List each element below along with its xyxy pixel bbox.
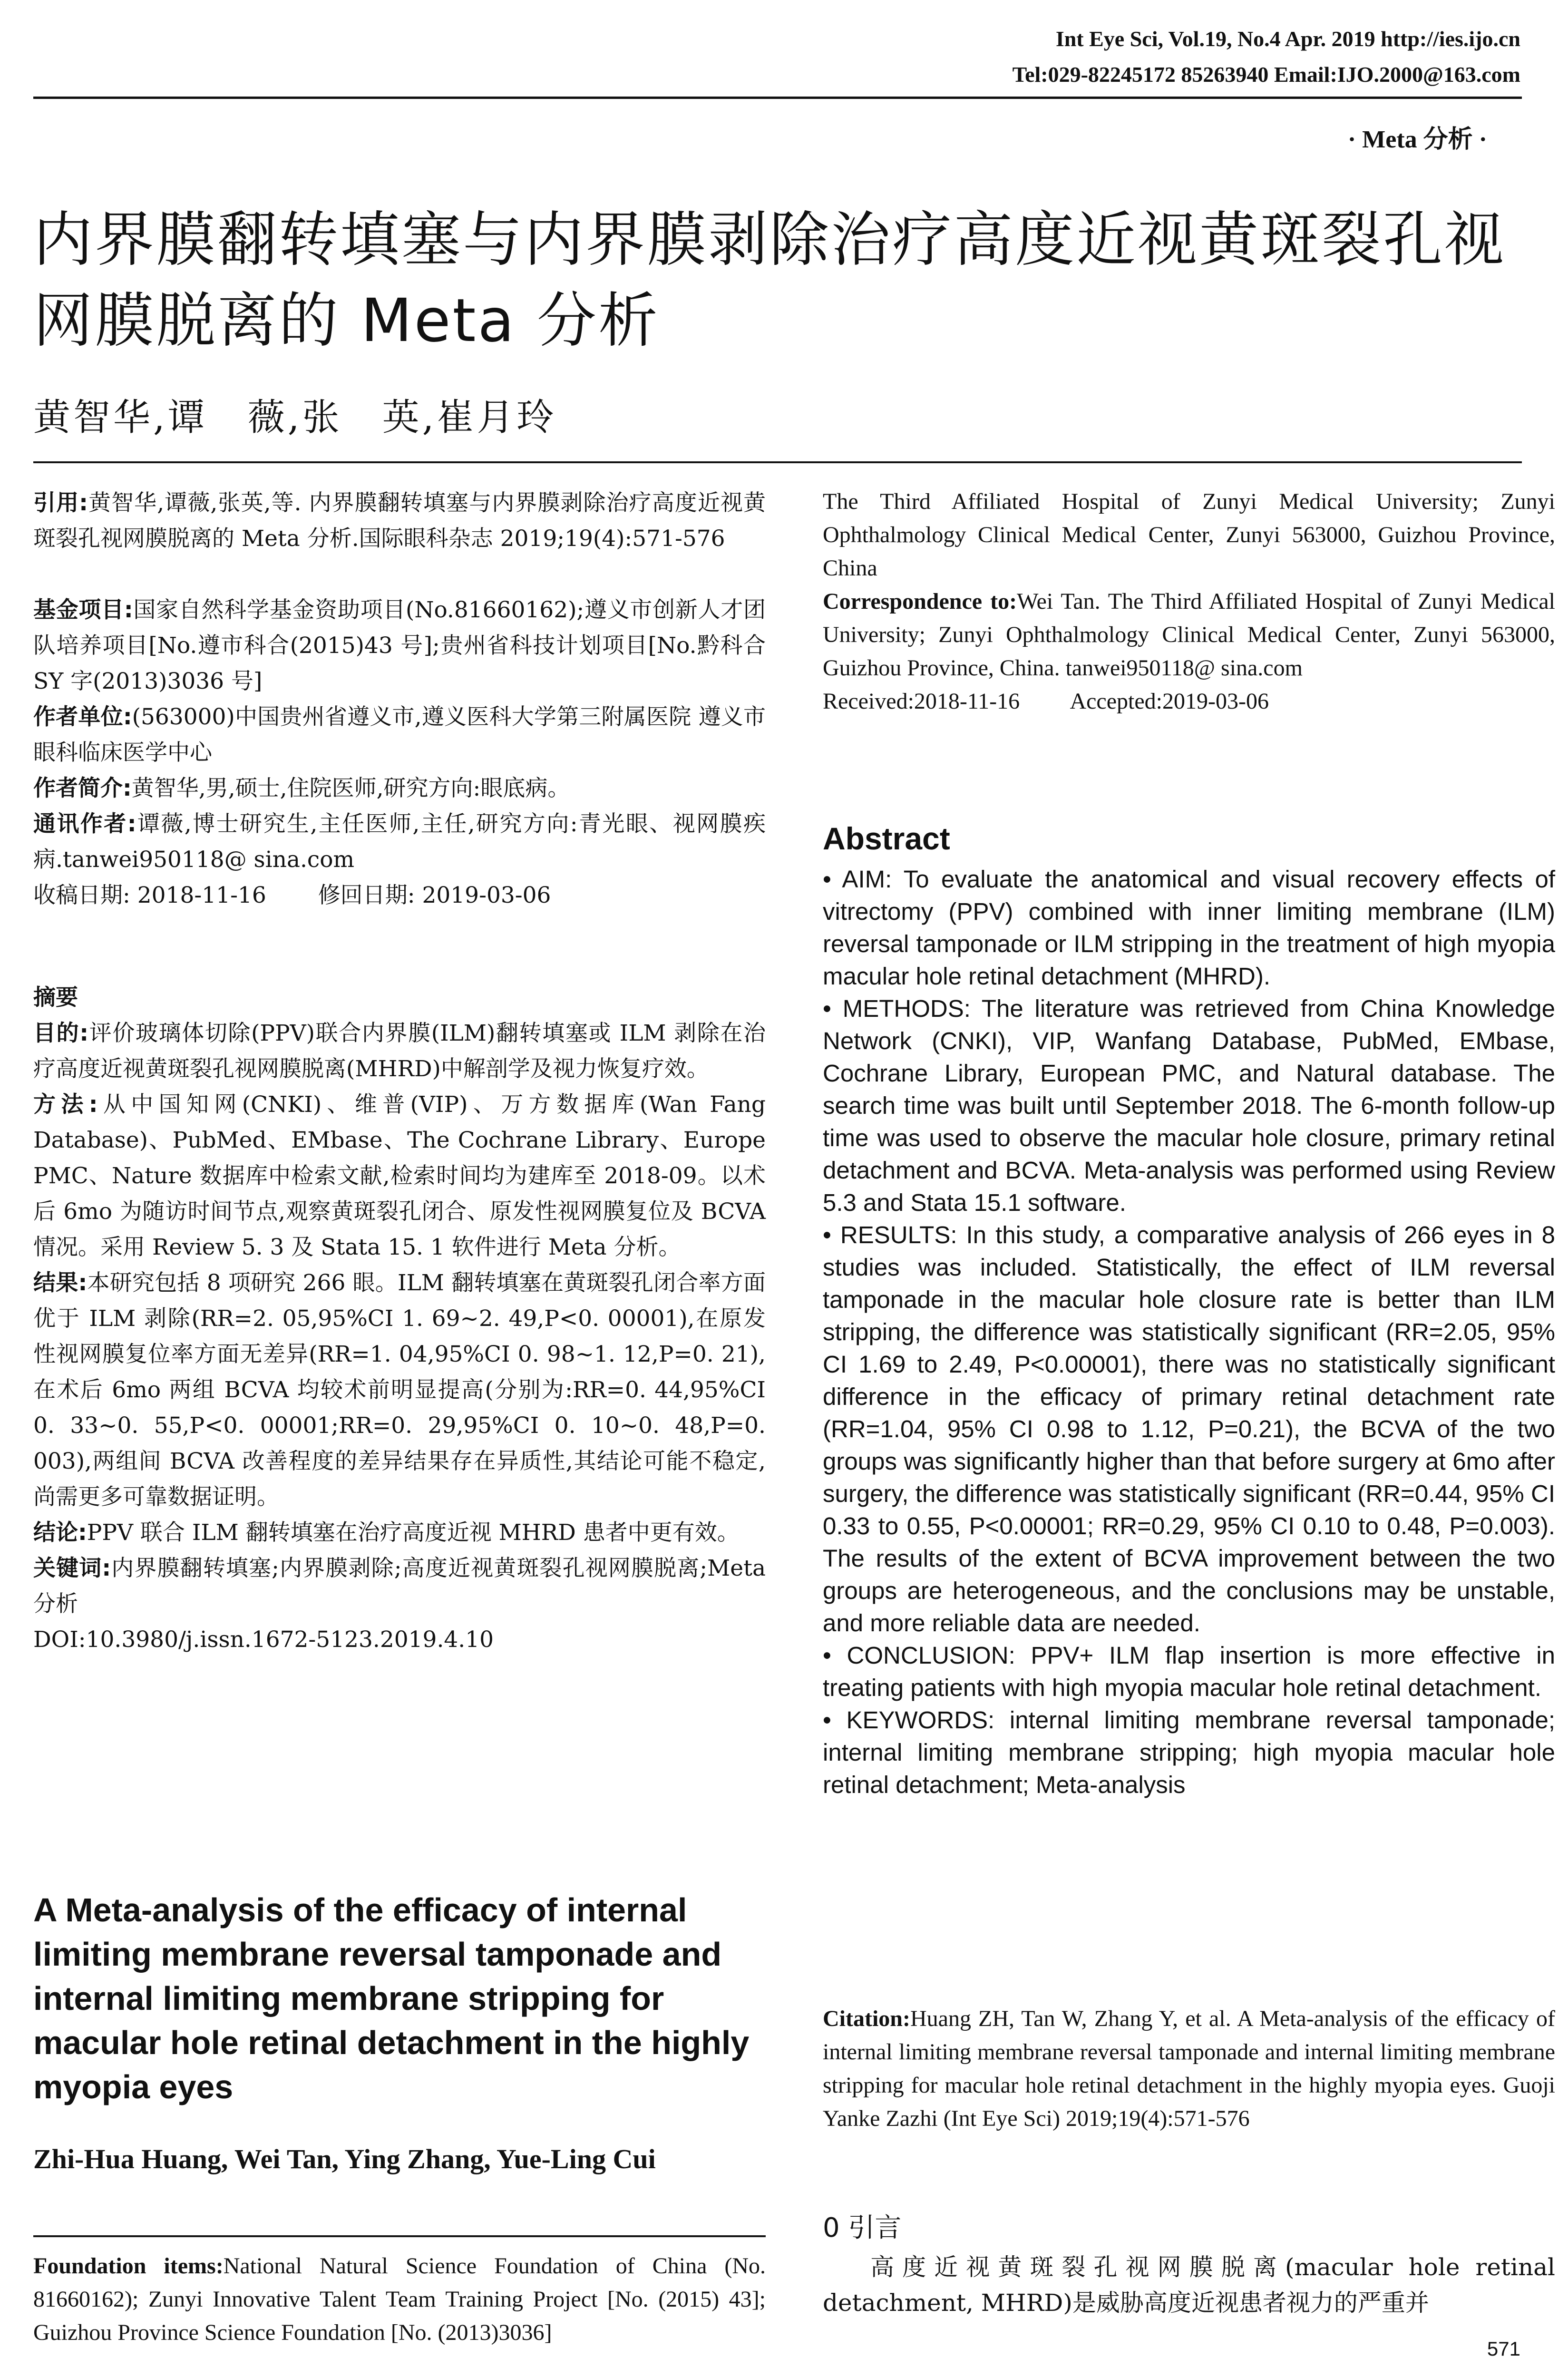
title-en: A Meta-analysis of the efficacy of internal limiting membrane reversal tamponade and internal limiting membrane stripping for macular hole retinal detachment in the highly myopia eyes	[33, 1891, 750, 2105]
results-label-cn: 结果:	[33, 1270, 88, 1296]
foundation-cn	[33, 592, 766, 699]
abstract-cn-keywords	[33, 1550, 766, 1622]
title-cn-line2: 网膜脱离的 Meta 分析	[33, 286, 660, 355]
authors-en: Zhi-Hua Huang, Wei Tan, Ying Zhang, Yue-Ling Cui	[33, 2143, 656, 2174]
citation-en-text: Huang ZH, Tan W, Zhang Y, et al. A Meta-analysis of the efficacy of internal limiting membrane reversal tamponade and internal limiting membrane stripping for macular hole retinal detachment in the highly myopia eyes. Guoji Yanke Zazhi (Int Eye Sci) 2019;19(4):571-576	[823, 2006, 1555, 2131]
abstract-cn-aim	[33, 1015, 766, 1087]
section-tag: · Meta 分析 ·	[1347, 126, 1487, 153]
page-title-cn	[33, 200, 1531, 361]
journal-header-line1: Int Eye Sci, Vol.19, No.4 Apr. 2019 http://ies.ijo.cn	[1055, 27, 1520, 51]
foundation-en-label: Foundation items:	[33, 2253, 224, 2279]
affiliation-en: The Third Affiliated Hospital of Zunyi Medical University; Zunyi Ophthalmology Clinical Medical Center, Zunyi 563000, Guizhou Province, China	[823, 489, 1555, 581]
authors-cn: 黄智华,谭 薇,张 英,崔月玲	[33, 396, 557, 439]
abstract-en-aim: • AIM: To evaluate the anatomical and visual recovery effects of vitrectomy (PPV) combined with inner limiting membrane (ILM) reversal tamponade or ILM stripping in the treatment of high myopia macular hole retinal detachment (MHRD).	[823, 866, 1555, 990]
methods-text-cn: 从中国知网(CNKI)、维普(VIP)、万方数据库(Wan Fang Database)、PubMed、EMbase、The Cochrane Library、Europe PMC、Nature 数据库中检索文献,检索时间均为建库至 2018-09。以术后 6mo 为随访时间节点,观察黄斑裂孔闭合、原发性视网膜复位及 BCVA 情况。采用 Review 5. 3 及 Stata 15. 1 软件进行 Meta 分析。	[33, 1091, 766, 1260]
affiliation-cn-text: (563000)中国贵州省遵义市,遵义医科大学第三附属医院 遵义市眼科临床医学中心	[33, 704, 766, 766]
right-column-meta	[823, 485, 1555, 718]
foundation-en-text: National Natural Science Foundation of China (No. 81660162); Zunyi Innovative Talent Team Training Project [No. (2015) 43]; Guizhou Province Science Foundation [No. (2013)3036]	[33, 2253, 766, 2345]
journal-header-line2: Tel:029-82245172 85263940 Email:IJO.2000@163.com	[1012, 62, 1520, 87]
correspondence-en-text: Wei Tan. The Third Affiliated Hospital of Zunyi Medical University; Zunyi Ophthalmology Clinical Medical Center, Zunyi 563000, Guizhou Province, China. tanwei950118@ sina.com	[823, 589, 1556, 681]
intro-heading: 0 引言	[823, 2212, 902, 2243]
correspondence-cn	[33, 806, 766, 877]
citation-cn	[33, 485, 766, 556]
conclusion-label-cn: 结论:	[33, 1520, 87, 1546]
dates-cn: 收稿日期: 2018-11-16 修回日期: 2019-03-06	[33, 882, 551, 908]
abstract-cn-heading: 摘要	[33, 984, 78, 1011]
abstract-cn-results	[33, 1265, 766, 1515]
abstract-en-results: • RESULTS: In this study, a comparative analysis of 266 eyes in 8 studies was included. Statistically, the effect of ILM reversal tamponade in the macular hole closure rate is better than ILM stripping, the difference was statistically significant (RR=2.05, 95% CI 1.69 to 2.49, P<0.00001), there was no statistically significant difference in the efficacy of primary retinal detachment rate (RR=1.04, 95% CI 0.98 to 1.12, P=0.21), the BCVA of the two groups was significantly higher than that before surgery at 6mo after surgery, the difference was statistically significant (RR=0.44, 95% CI 0.33 to 0.55, P<0.00001; RR=0.29, 95% CI 0.10 to 0.48, P=0.003). The results of the extent of BCVA improvement between the two groups are heterogeneous, and the conclusions may be unstable, and more reliable data are needed.	[823, 1221, 1555, 1637]
results-text-cn: 本研究包括 8 项研究 266 眼。ILM 翻转填塞在黄斑裂孔闭合率方面优于 ILM 剥除(RR=2. 05,95%CI 1. 69~2. 49,P<0. 00001),在原发性视网膜复位率方面无差异(RR=1. 04,95%CI 0. 98~1. 12,P=0. 21),在术后 6mo 两组 BCVA 均较术前明显提高(分别为:RR=0. 44,95%CI 0. 33~0. 55,P<0. 00001;RR=0. 29,95%CI 0. 10~0. 48,P=0. 003),两组间 BCVA 改善程度的差异结果存在异质性,其结论可能不稳定,尚需更多可靠数据证明。	[33, 1270, 766, 1510]
abstract-en-keywords: • KEYWORDS: internal limiting membrane reversal tamponade; internal limiting membrane stripping; high myopia macular hole retinal detachment; Meta-analysis	[823, 1706, 1555, 1798]
abstract-en-methods: • METHODS: The literature was retrieved from China Knowledge Network (CNKI), VIP, Wanfang Database, PubMed, EMbase, Cochrane Library, European PMC, and Natural database. The search time was built until September 2018. The 6-month follow-up time was used to observe the macular hole closure, primary retinal detachment and BCVA. Meta-analysis was performed using Review 5.3 and Stata 15.1 software.	[823, 995, 1555, 1216]
page-number: 571	[1487, 2338, 1520, 2360]
bio-cn	[33, 770, 766, 806]
dates-en: Received:2018-11-16 Accepted:2019-03-06	[823, 689, 1269, 714]
correspondence-en	[823, 585, 1555, 685]
title-cn-line1: 内界膜翻转填塞与内界膜剥除治疗高度近视黄斑裂孔视	[33, 205, 1506, 274]
aim-text-cn: 评价玻璃体切除(PPV)联合内界膜(ILM)翻转填塞或 ILM 剥除在治疗高度近视黄斑裂孔视网膜脱离(MHRD)中解剖学及视力恢复疗效。	[33, 1020, 766, 1082]
abstract-cn-conclusion	[33, 1515, 766, 1550]
methods-label-cn: 方法:	[33, 1091, 98, 1118]
foundation-cn-text: 国家自然科学基金资助项目(No.81660162);遵义市创新人才团队培养项目[No.遵市科合(2015)43 号];贵州省科技计划项目[No.黔科合 SY 字(2013)3036 号]	[33, 597, 766, 694]
doi: DOI:10.3980/j.issn.1672-5123.2019.4.10	[33, 1627, 494, 1653]
foundation-cn-label: 基金项目:	[33, 597, 133, 623]
abstract-en	[823, 863, 1555, 1801]
left-footer-rule	[33, 2235, 766, 2237]
intro-text: 高度近视黄斑裂孔视网膜脱离(macular hole retinal detachment, MHRD)是威胁高度近视患者视力的严重并	[823, 2253, 1555, 2317]
header-rule	[33, 97, 1522, 99]
title-rule	[33, 461, 1522, 463]
aim-label-cn: 目的:	[33, 1020, 89, 1046]
abstract-en-heading: Abstract	[823, 821, 950, 856]
foundation-en	[33, 2250, 766, 2349]
correspondence-cn-text: 谭薇,博士研究生,主任医师,主任,研究方向:青光眼、视网膜疾病.tanwei950118@ sina.com	[33, 811, 766, 873]
citation-cn-label: 引用:	[33, 490, 88, 516]
affiliation-cn	[33, 699, 766, 770]
citation-en-label: Citation:	[823, 2006, 910, 2031]
conclusion-text-cn: PPV 联合 ILM 翻转填塞在治疗高度近视 MHRD 患者中更有效。	[87, 1520, 740, 1546]
abstract-cn	[33, 980, 766, 1657]
citation-cn-text: 黄智华,谭薇,张英,等. 内界膜翻转填塞与内界膜剥除治疗高度近视黄斑裂孔视网膜脱离的 Meta 分析.国际眼科杂志 2019;19(4):571-576	[33, 490, 766, 552]
left-column-meta	[33, 485, 766, 913]
bio-cn-label: 作者简介:	[33, 775, 132, 801]
abstract-cn-methods	[33, 1087, 766, 1265]
keywords-text-cn: 内界膜翻转填塞;内界膜剥除;高度近视黄斑裂孔视网膜脱离;Meta 分析	[33, 1555, 766, 1617]
abstract-en-conclusion: • CONCLUSION: PPV+ ILM flap insertion is more effective in treating patients with high myopia macular hole retinal detachment.	[823, 1642, 1555, 1701]
correspondence-en-label: Correspondence to:	[823, 589, 1017, 614]
bio-cn-text: 黄智华,男,硕士,住院医师,研究方向:眼底病。	[131, 775, 570, 801]
affiliation-cn-label: 作者单位:	[33, 704, 132, 730]
correspondence-cn-label: 通讯作者:	[33, 811, 136, 837]
citation-en	[823, 2002, 1555, 2135]
keywords-label-cn: 关键词:	[33, 1555, 111, 1581]
